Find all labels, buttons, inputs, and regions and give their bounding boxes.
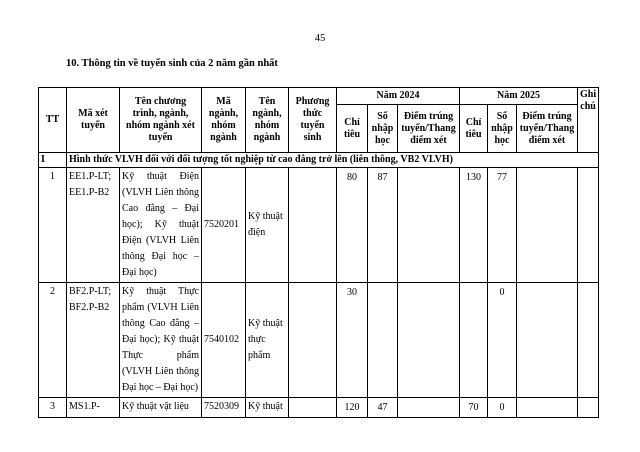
table-row (39, 283, 599, 398)
row-ten-chuong-trinh: Kỹ thuật Thực phẩm (VLVH Liên thông Cao đẳng – Đại học); Kỹ thuật Thực phẩm (VLVH Liên thông Đại học – Đại học) (120, 283, 202, 398)
row-diem-2025 (517, 398, 578, 418)
row-so-nhap-hoc-2024 (368, 283, 398, 398)
section-title: 10. Thông tin về tuyển sinh của 2 năm gần nhất (66, 58, 278, 69)
row-chi-tieu-2024: 30 (337, 283, 368, 398)
row-ghi-chu (578, 283, 599, 398)
row-ghi-chu (578, 168, 599, 283)
row-diem-2024 (398, 283, 460, 398)
row-ten-nganh: Kỹ thuật thực phẩm (246, 283, 289, 398)
header-nam-2024: Năm 2024 (337, 88, 460, 105)
row-so-nhap-hoc-2024: 87 (368, 168, 398, 283)
header-nam-2025: Năm 2025 (460, 88, 578, 105)
row-chi-tieu-2024: 120 (337, 398, 368, 418)
table-row (39, 168, 599, 283)
row-phuong-thuc (289, 283, 337, 398)
header-ma-xet-tuyen: Mã xét tuyển (67, 88, 120, 153)
row-ma-xet-tuyen: EE1.P-LT; EE1.P-B2 (67, 168, 120, 283)
row-chi-tieu-2025 (460, 283, 488, 398)
header-phuong-thuc: Phương thức tuyển sinh (289, 88, 337, 153)
header-ten-nganh: Tên ngành, nhóm ngành (246, 88, 289, 153)
row-tt: 2 (39, 283, 67, 398)
header-so-nhap-hoc-2025: Số nhập học (488, 105, 517, 153)
header-so-nhap-hoc-2024: Số nhập học (368, 105, 398, 153)
row-ten-nganh: Kỹ thuật điện (246, 168, 289, 283)
row-ma-nganh: 7520309 (202, 398, 246, 418)
header-diem-2024: Điểm trúng tuyển/Thang điểm xét (398, 105, 460, 153)
group-row (39, 153, 599, 168)
row-tt: 1 (39, 168, 67, 283)
row-phuong-thuc (289, 398, 337, 418)
row-ma-nganh: 7520201 (202, 168, 246, 283)
row-diem-2025 (517, 168, 578, 283)
row-chi-tieu-2025: 130 (460, 168, 488, 283)
row-ghi-chu (578, 398, 599, 418)
row-diem-2025 (517, 283, 578, 398)
row-phuong-thuc (289, 168, 337, 283)
row-ten-chuong-trinh: Kỹ thuật vật liệu (120, 398, 202, 418)
header-chi-tieu-2025: Chỉ tiêu (460, 105, 488, 153)
row-chi-tieu-2024: 80 (337, 168, 368, 283)
group-label: Hình thức VLVH đối với đối tượng tốt nghiệp từ cao đẳng trở lên (liên thông, VB2 VLVH) (67, 153, 599, 168)
row-so-nhap-hoc-2025: 0 (488, 283, 517, 398)
row-diem-2024 (398, 398, 460, 418)
header-ten-chuong-trinh: Tên chương trình, ngành, nhóm ngành xét tuyển (120, 88, 202, 153)
row-ma-xet-tuyen: BF2.P-LT; BF2.P-B2 (67, 283, 120, 398)
header-tt: TT (39, 88, 67, 153)
row-so-nhap-hoc-2024: 47 (368, 398, 398, 418)
header-diem-2025: Điểm trúng tuyển/Thang điểm xét (517, 105, 578, 153)
header-ghi-chu: Ghi chú (578, 88, 599, 153)
group-tt: I (39, 153, 67, 168)
row-tt: 3 (39, 398, 67, 418)
row-diem-2024 (398, 168, 460, 283)
row-chi-tieu-2025: 70 (460, 398, 488, 418)
row-so-nhap-hoc-2025: 0 (488, 398, 517, 418)
row-ten-nganh: Kỹ thuật (246, 398, 289, 418)
row-ma-xet-tuyen: MS1.P- (67, 398, 120, 418)
header-chi-tieu-2024: Chỉ tiêu (337, 105, 368, 153)
page-number: 45 (314, 33, 326, 44)
admission-table (38, 87, 599, 418)
table-row (39, 398, 599, 418)
header-ma-nganh: Mã ngành, nhóm ngành (202, 88, 246, 153)
row-ten-chuong-trinh: Kỹ thuật Điện (VLVH Liên thông Cao đẳng – Đại học); Kỹ thuật Điện (VLVH Liên thông Đại học – Đại học) (120, 168, 202, 283)
row-ma-nganh: 7540102 (202, 283, 246, 398)
row-so-nhap-hoc-2025: 77 (488, 168, 517, 283)
